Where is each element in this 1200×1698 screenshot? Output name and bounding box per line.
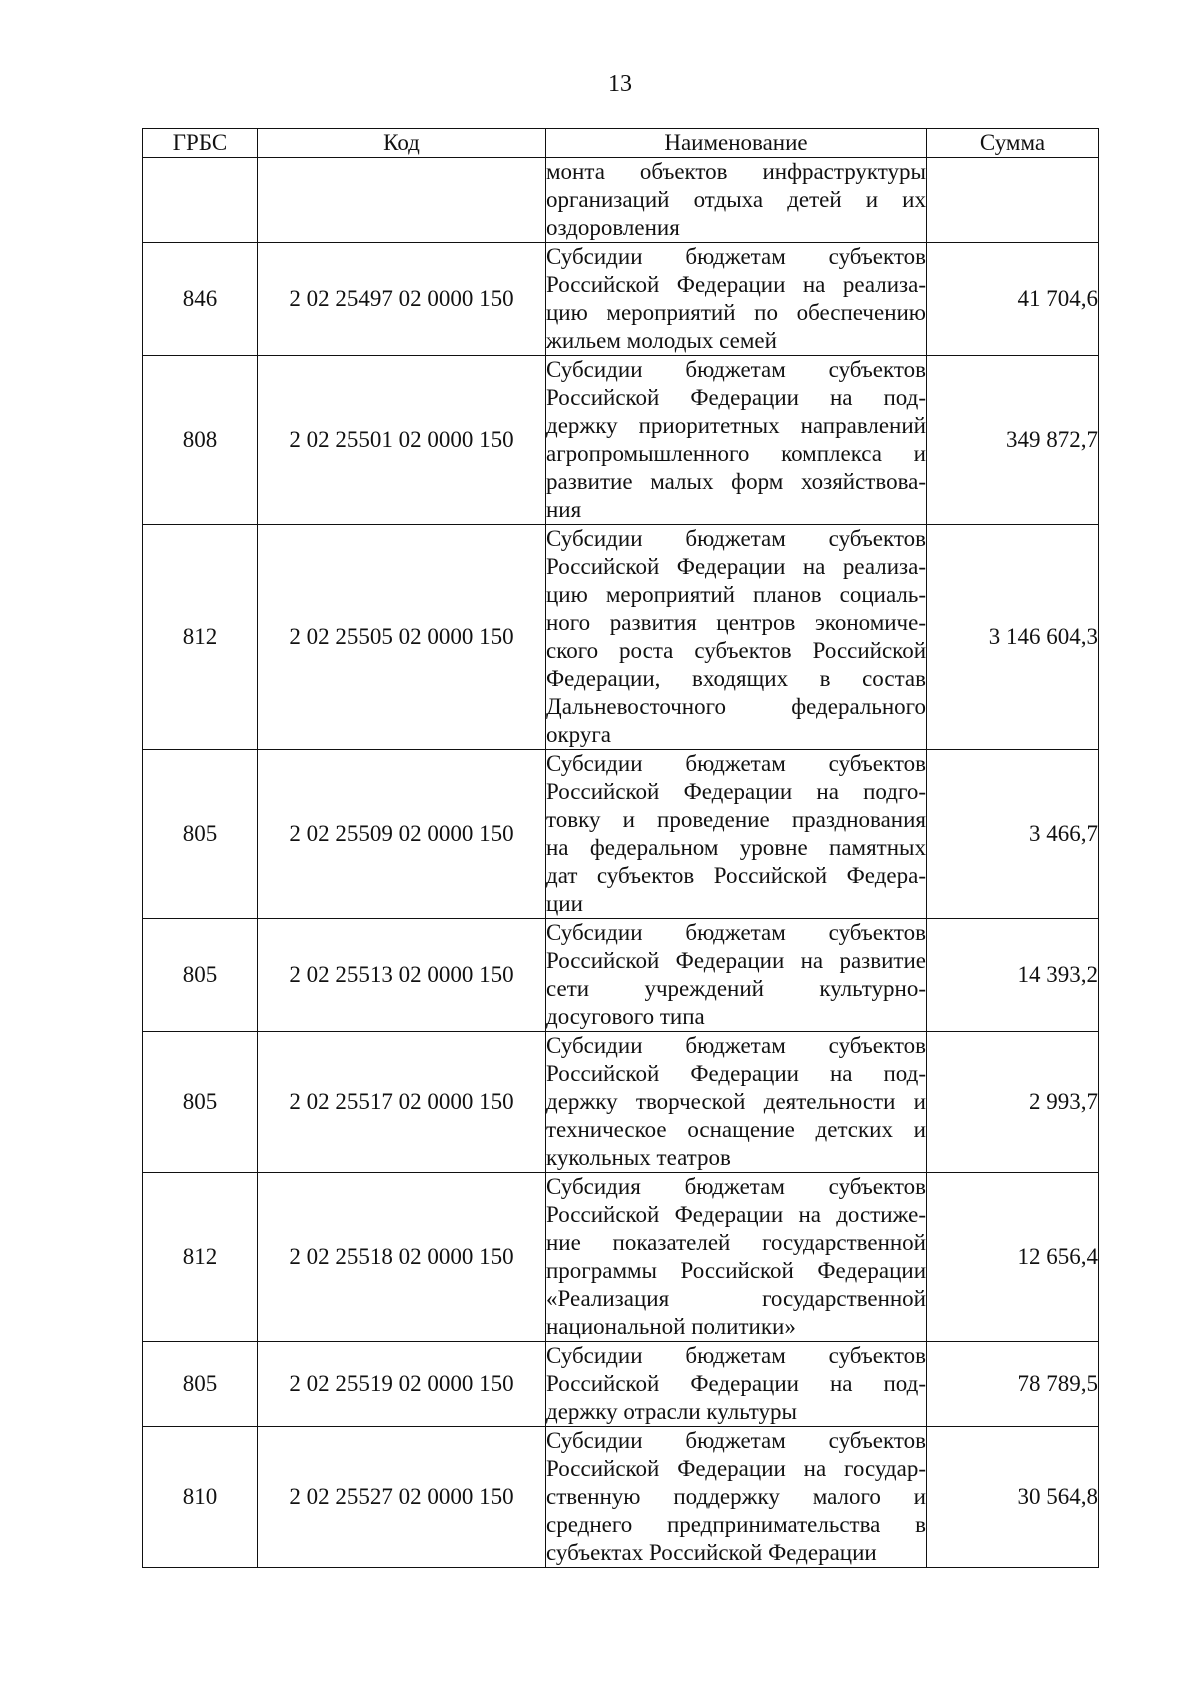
name-line: Российской Федерации на под-: [546, 1061, 926, 1086]
cell-grbs: 805: [143, 1032, 258, 1173]
name-line: на федеральном уровне памятных: [546, 835, 926, 860]
table-row: [143, 158, 1099, 243]
name-line: Субсидии бюджетам субъектов: [546, 526, 926, 551]
name-line: ственную поддержку малого и: [546, 1484, 926, 1509]
cell-grbs: 812: [143, 1173, 258, 1342]
cell-sum: 3 146 604,3: [927, 525, 1099, 750]
cell-name: [546, 750, 927, 919]
cell-grbs: [143, 158, 258, 243]
cell-code: 2 02 25501 02 0000 150: [258, 356, 546, 525]
name-line: дат субъектов Российской Федера-: [546, 863, 926, 888]
name-line: цию мероприятий планов социаль-: [546, 582, 926, 607]
cell-name: [546, 158, 927, 243]
table-row: [143, 1427, 1099, 1568]
name-line: Субсидии бюджетам субъектов: [546, 1343, 926, 1368]
cell-grbs: 846: [143, 243, 258, 356]
cell-name: [546, 1032, 927, 1173]
cell-grbs: 810: [143, 1427, 258, 1568]
page-number: 13: [608, 71, 632, 97]
table-row: [143, 750, 1099, 919]
name-line: Субсидии бюджетам субъектов: [546, 920, 926, 945]
cell-sum: 2 993,7: [927, 1032, 1099, 1173]
cell-code: 2 02 25509 02 0000 150: [258, 750, 546, 919]
cell-name: [546, 1342, 927, 1427]
table-row: [143, 1032, 1099, 1173]
name-line: держку приоритетных направлений: [546, 413, 926, 438]
cell-grbs: 812: [143, 525, 258, 750]
name-line: Субсидии бюджетам субъектов: [546, 1033, 926, 1058]
header-code: Код: [258, 129, 546, 158]
name-line: ского роста субъектов Российской: [546, 638, 926, 663]
budget-table: [142, 128, 1099, 1568]
cell-name: [546, 1427, 927, 1568]
cell-code: [258, 158, 546, 243]
table-row: [143, 356, 1099, 525]
name-line: национальной политики»: [546, 1314, 796, 1339]
cell-name: [546, 1173, 927, 1342]
name-line: товку и проведение празднования: [546, 807, 926, 832]
cell-code: 2 02 25518 02 0000 150: [258, 1173, 546, 1342]
name-line: Федерации, входящих в состав: [546, 666, 926, 691]
cell-name: [546, 525, 927, 750]
cell-name: [546, 919, 927, 1032]
header-grbs: ГРБС: [143, 129, 258, 158]
name-line: Российской Федерации на реализа-: [546, 272, 926, 297]
cell-code: 2 02 25527 02 0000 150: [258, 1427, 546, 1568]
name-line: Российской Федерации на реализа-: [546, 554, 926, 579]
cell-grbs: 808: [143, 356, 258, 525]
name-line: ния: [546, 497, 582, 522]
name-line: держку творческой деятельности и: [546, 1089, 926, 1114]
table-header: [143, 129, 1099, 158]
name-line: агропромышленного комплекса и: [546, 441, 926, 466]
name-line: держку отрасли культуры: [546, 1399, 798, 1424]
name-line: Субсидия бюджетам субъектов: [546, 1174, 926, 1199]
name-line: Субсидии бюджетам субъектов: [546, 751, 926, 776]
name-line: Субсидии бюджетам субъектов: [546, 244, 926, 269]
name-line: ции: [546, 891, 583, 916]
cell-name: [546, 243, 927, 356]
table-body: [143, 158, 1099, 1568]
cell-sum: [927, 158, 1099, 243]
cell-sum: 41 704,6: [927, 243, 1099, 356]
name-line: Российской Федерации на под-: [546, 385, 926, 410]
name-line: ного развития центров экономиче-: [546, 610, 926, 635]
name-line: Российской Федерации на достиже-: [546, 1202, 926, 1227]
name-line: Российской Федерации на развитие: [546, 948, 926, 973]
name-line: ние показателей государственной: [546, 1230, 926, 1255]
name-line: жильем молодых семей: [546, 328, 777, 353]
cell-grbs: 805: [143, 1342, 258, 1427]
cell-name: [546, 356, 927, 525]
name-line: оздоровления: [546, 215, 680, 240]
cell-sum: 14 393,2: [927, 919, 1099, 1032]
name-line: цию мероприятий по обеспечению: [546, 300, 926, 325]
table-row: [143, 919, 1099, 1032]
table-row: [143, 1173, 1099, 1342]
header-name: Наименование: [546, 129, 927, 158]
name-line: техническое оснащение детских и: [546, 1117, 926, 1142]
name-line: сети учреждений культурно-: [546, 976, 926, 1001]
cell-code: 2 02 25519 02 0000 150: [258, 1342, 546, 1427]
name-line: Субсидии бюджетам субъектов: [546, 357, 926, 382]
cell-grbs: 805: [143, 919, 258, 1032]
name-line: программы Российской Федерации: [546, 1258, 926, 1283]
name-line: субъектах Российской Федерации: [546, 1540, 877, 1565]
cell-sum: 3 466,7: [927, 750, 1099, 919]
header-sum: Сумма: [927, 129, 1099, 158]
name-line: Российской Федерации на под-: [546, 1371, 926, 1396]
cell-sum: 349 872,7: [927, 356, 1099, 525]
table-row: [143, 1342, 1099, 1427]
name-line: развитие малых форм хозяйствова-: [546, 469, 926, 494]
name-line: округа: [546, 722, 612, 747]
name-line: среднего предпринимательства в: [546, 1512, 926, 1537]
name-line: Российской Федерации на подго-: [546, 779, 926, 804]
table-row: [143, 525, 1099, 750]
name-line: Субсидии бюджетам субъектов: [546, 1428, 926, 1453]
cell-code: 2 02 25513 02 0000 150: [258, 919, 546, 1032]
name-line: организаций отдыха детей и их: [546, 187, 926, 212]
name-line: «Реализация государственной: [546, 1286, 926, 1311]
table-row: [143, 243, 1099, 356]
name-line: Российской Федерации на государ-: [546, 1456, 926, 1481]
name-line: Дальневосточного федерального: [546, 694, 926, 719]
name-line: кукольных театров: [546, 1145, 731, 1170]
cell-code: 2 02 25497 02 0000 150: [258, 243, 546, 356]
cell-sum: 12 656,4: [927, 1173, 1099, 1342]
cell-sum: 78 789,5: [927, 1342, 1099, 1427]
name-line: досугового типа: [546, 1004, 705, 1029]
cell-sum: 30 564,8: [927, 1427, 1099, 1568]
name-line: монта объектов инфраструктуры: [546, 159, 926, 184]
cell-code: 2 02 25505 02 0000 150: [258, 525, 546, 750]
cell-code: 2 02 25517 02 0000 150: [258, 1032, 546, 1173]
header-row: [143, 129, 1099, 158]
cell-grbs: 805: [143, 750, 258, 919]
